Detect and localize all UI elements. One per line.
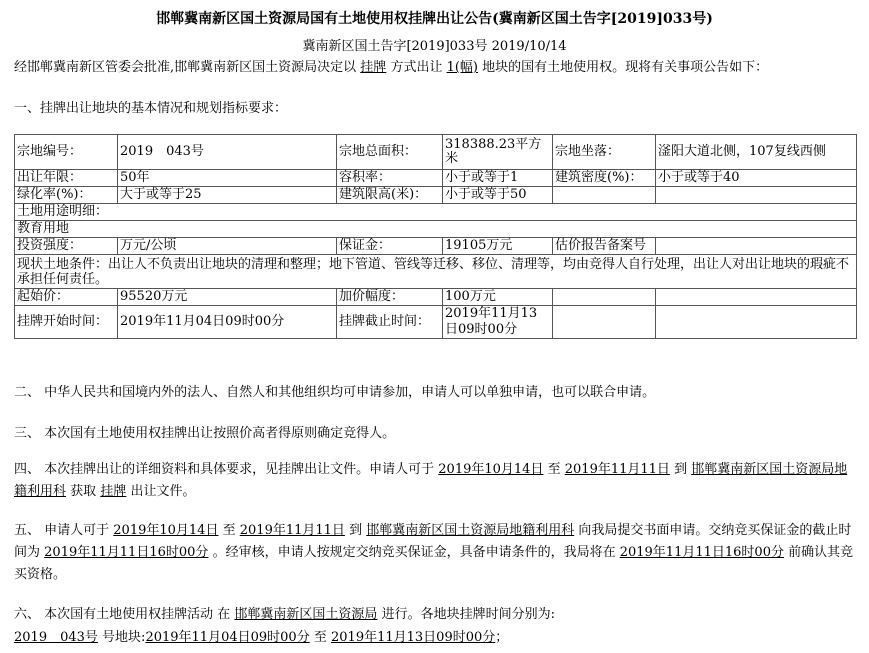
far-value: 小于或等于1	[443, 170, 553, 187]
area-label: 宗地总面积：	[337, 135, 443, 170]
section-3: 三、 本次国有土地使用权挂牌出让按照价高者得原则确定竞得人。	[14, 426, 396, 441]
site-condition: 现状土地条件：出让人不负责出让地块的清理和整理；地下管道、管线等迁移、移位、清理等，均由竞得人自行处理，出让人对出让地块的瑕疵不承担任何责任。	[15, 255, 857, 289]
venue-link[interactable]: 邯郸冀南新区国土资源局	[234, 607, 378, 622]
area-value: 318388.23平方米	[443, 135, 553, 170]
parcel-no-label: 宗地编号：	[15, 135, 118, 170]
invest-label: 投资强度：	[15, 238, 118, 255]
intro-method: 挂牌	[360, 60, 387, 75]
listing-end-label: 挂牌截止时间：	[337, 306, 443, 339]
height-label: 建筑限高(米)：	[337, 187, 443, 204]
listing-end-value: 2019年11月13日09时00分	[443, 306, 553, 339]
section-1-heading: 一、挂牌出让地块的基本情况和规划指标要求：	[14, 101, 288, 116]
table-row	[15, 170, 857, 187]
method-link[interactable]: 挂牌	[100, 484, 127, 499]
parcel-link[interactable]: 2019 043号	[14, 630, 98, 645]
page-title: 邯郸冀南新区国土资源局国有土地使用权挂牌出让公告(冀南新区国土告字[2019]033号)	[156, 11, 713, 27]
section-6: 六、 本次国有土地使用权挂牌活动 在 邯郸冀南新区国土资源局 进行。各地块挂牌时间分别为:	[14, 607, 555, 622]
report-label: 估价报告备案号	[553, 238, 656, 255]
density-value: 小于或等于40	[656, 170, 857, 187]
height-value: 小于或等于50	[443, 187, 553, 204]
section-5: 五、 申请人可于 2019年10月14日 至 2019年11月11日 到 邯郸冀南新区国土资源局地籍利用科 向我局提交书面申请。交纳竞买保证金的截止时间为 2019年11月11日16时00分 。经审核，申请人按规定交纳竞买保证金，具备申请条件的，我局将在 2019年11月11日16时00分 前确认其竞买资格。	[14, 523, 854, 582]
deadline-link[interactable]: 2019年11月11日16时00分	[44, 545, 209, 560]
increment-label: 加价幅度：	[337, 289, 443, 306]
table-row	[15, 289, 857, 306]
intro-text-3: 地块的国有土地使用权。现将有关事项公告如下：	[482, 60, 769, 75]
use-value: 教育用地	[15, 221, 857, 238]
section-6-schedule: 2019 043号 号地块:2019年11月04日09时00分 至 2019年11月13日09时00分；	[14, 630, 509, 645]
announcement-number-date: 冀南新区国土告字[2019]033号 2019/10/14	[302, 39, 567, 54]
deposit-label: 保证金：	[337, 238, 443, 255]
far-label: 容积率：	[337, 170, 443, 187]
intro-text-2: 方式出让	[390, 60, 443, 75]
confirm-time-link[interactable]: 2019年11月11日16时00分	[619, 545, 784, 560]
term-label: 出让年限：	[15, 170, 118, 187]
date-link[interactable]: 2019年11月11日	[564, 462, 670, 477]
term-value: 50年	[118, 170, 337, 187]
section-4: 四、 本次挂牌出让的详细资料和具体要求，见挂牌出让文件。申请人可于 2019年10月14日 至 2019年11月11日 到 邯郸冀南新区国土资源局地籍利用科 获取 挂牌 出让文件。	[14, 462, 848, 499]
increment-value: 100万元	[443, 289, 553, 306]
green-value: 大于或等于25	[118, 187, 337, 204]
time-link[interactable]: 2019年11月04日09时00分	[145, 630, 310, 645]
listing-start-value: 2019年11月04日09时00分	[118, 306, 337, 339]
date-link[interactable]: 2019年11月11日	[239, 523, 345, 538]
intro-count: 1(幅)	[446, 60, 479, 75]
section-2: 二、 中华人民共和国境内外的法人、自然人和其他组织均可申请参加，申请人可以单独申请，也可以联合申请。	[14, 385, 656, 400]
deposit-value: 19105万元	[443, 238, 553, 255]
land-parcel-table	[14, 134, 857, 339]
time-link[interactable]: 2019年11月13日09时00分	[331, 630, 496, 645]
date-link[interactable]: 2019年10月14日	[438, 462, 544, 477]
office-link[interactable]: 邯郸冀南新区国土资源局地籍利用科	[14, 462, 848, 499]
table-row	[15, 238, 857, 255]
office-link[interactable]: 邯郸冀南新区国土资源局地籍利用科	[366, 523, 575, 538]
location-label: 宗地坐落：	[553, 135, 656, 170]
density-label: 建筑密度(%)：	[553, 170, 656, 187]
start-price-value: 95520万元	[118, 289, 337, 306]
intro-text-1: 经邯郸冀南新区管委会批准,邯郸冀南新区国土资源局决定以	[14, 60, 357, 75]
invest-value: 万元/公顷	[118, 238, 337, 255]
table-row	[15, 204, 857, 221]
green-label: 绿化率(%)：	[15, 187, 118, 204]
use-label: 土地用途明细：	[15, 204, 857, 221]
table-row	[15, 306, 857, 339]
parcel-no-value: 2019 043号	[118, 135, 337, 170]
table-row	[15, 221, 857, 238]
start-price-label: 起始价：	[15, 289, 118, 306]
location-value: 滏阳大道北侧，107复线西侧	[656, 135, 857, 170]
table-row	[15, 255, 857, 289]
table-row	[15, 187, 857, 204]
date-link[interactable]: 2019年10月14日	[113, 523, 219, 538]
listing-start-label: 挂牌开始时间：	[15, 306, 118, 339]
table-row	[15, 135, 857, 170]
intro-paragraph	[14, 56, 768, 75]
